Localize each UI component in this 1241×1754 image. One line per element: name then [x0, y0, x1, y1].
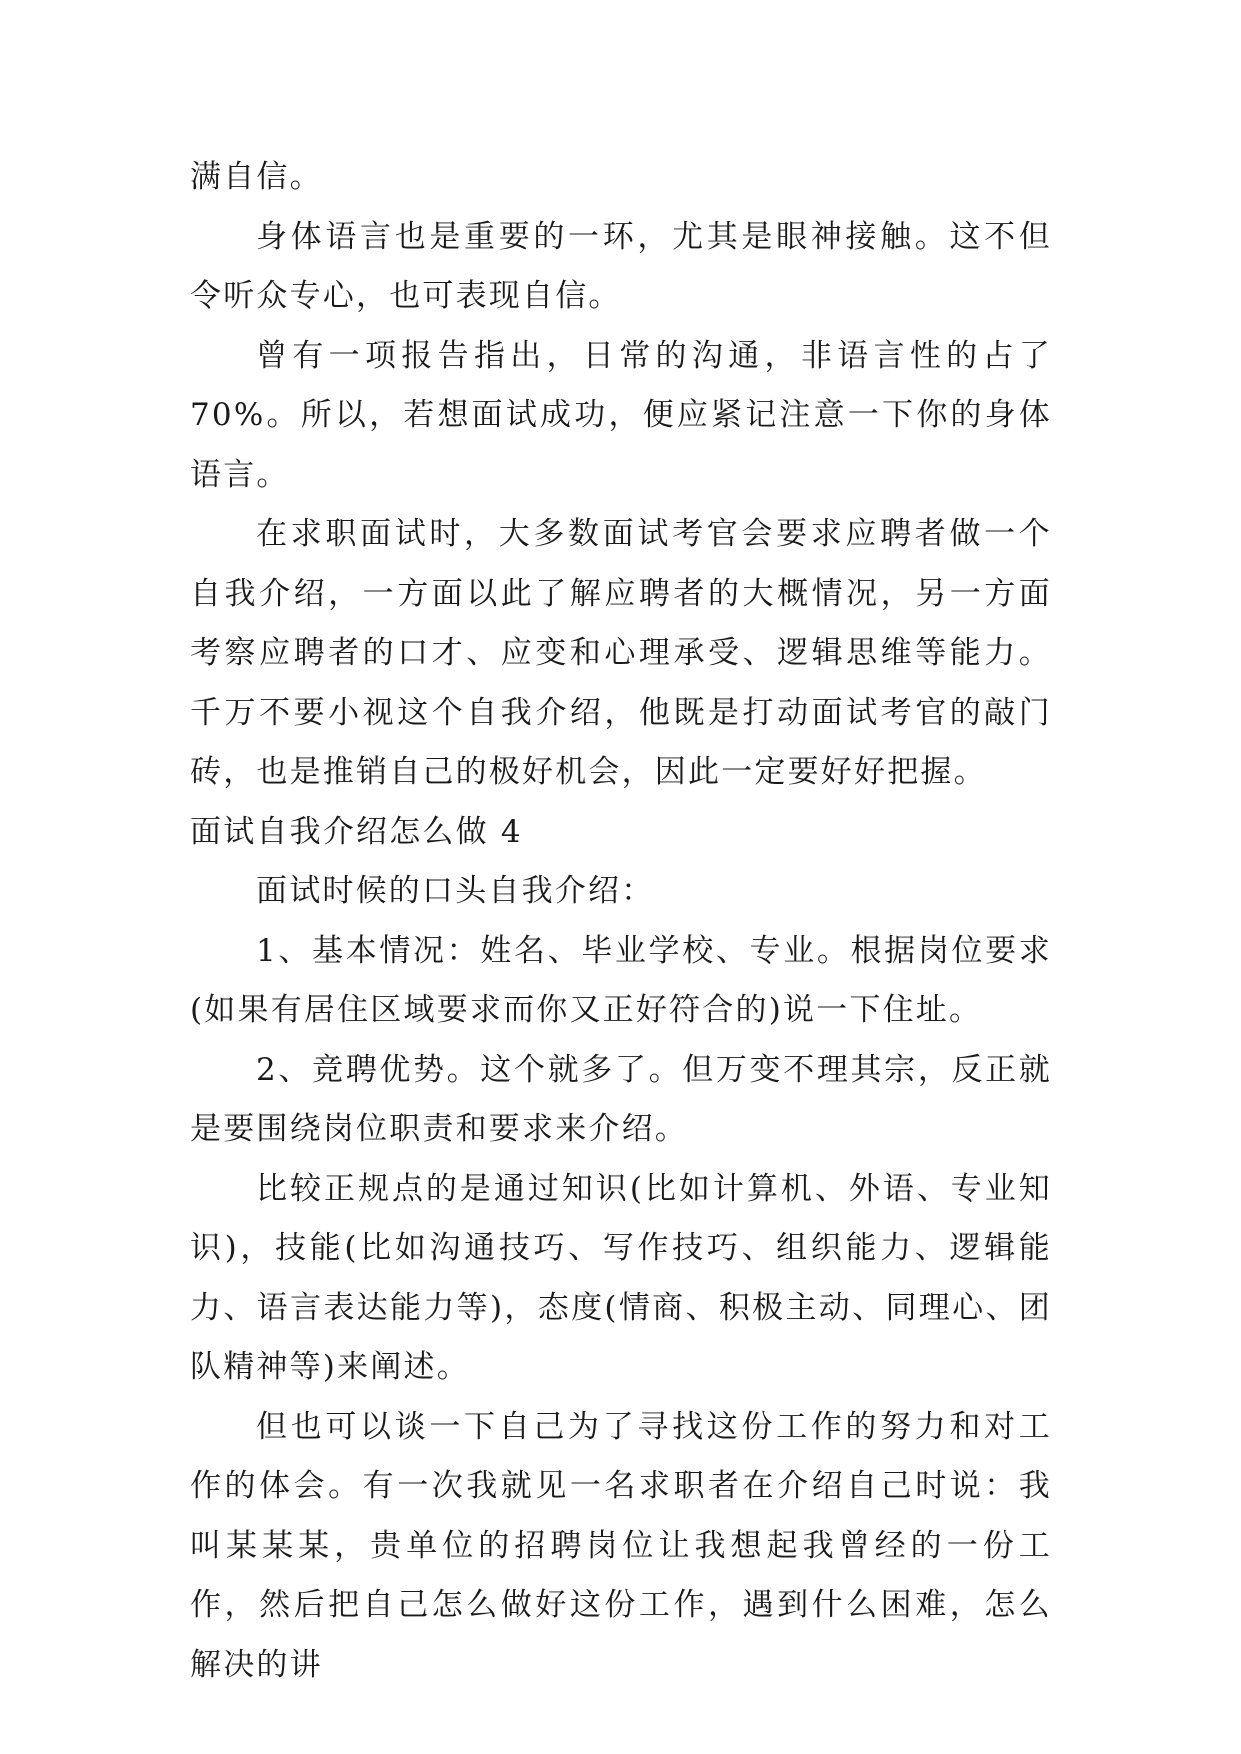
- list-item-basic-info: 1、基本情况：姓名、毕业学校、专业。根据岗位要求(如果有居住区域要求而你又正好符合的)说一下住址。: [190, 932, 1052, 1028]
- paragraph-continuation: 满自信。: [190, 159, 323, 195]
- document-body: [190, 148, 1052, 1695]
- list-item-advantages: 2、竞聘优势。这个就多了。但万变不理其宗，反正就是要围绕岗位职责和要求来介绍。: [190, 1051, 1052, 1147]
- paragraph-knowledge-skills: 比较正规点的是通过知识(比如计算机、外语、专业知识)，技能(比如沟通技巧、写作技巧、组织能力、逻辑能力、语言表达能力等)，态度(情商、积极主动、同理心、团队精神等)来阐述。: [190, 1170, 1052, 1385]
- paragraph-interview-intro: 在求职面试时，大多数面试考官会要求应聘者做一个自我介绍，一方面以此了解应聘者的大概情况，另一方面考察应聘者的口才、应变和心理承受、逻辑思维等能力。千万不要小视这个自我介绍，他既是打动面试考官的敲门砖，也是推销自己的极好机会，因此一定要好好把握。: [190, 516, 1052, 790]
- paragraph-job-experience: 但也可以谈一下自己为了寻找这份工作的努力和对工作的体会。有一次我就见一名求职者在介绍自己时说：我叫某某某，贵单位的招聘岗位让我想起我曾经的一份工作，然后把自己怎么做好这份工作，遇到什么困难，怎么解决的讲: [190, 1408, 1052, 1683]
- paragraph-nonverbal-report: 曾有一项报告指出，日常的沟通，非语言性的占了 70%。所以，若想面试成功，便应紧记注意一下你的身体语言。: [190, 337, 1052, 493]
- section-heading: 面试自我介绍怎么做 4: [190, 813, 523, 850]
- paragraph-oral-intro: 面试时候的口头自我介绍：: [256, 873, 655, 909]
- paragraph-body-language: 身体语言也是重要的一环，尤其是眼神接触。这不但令听众专心，也可表现自信。: [190, 218, 1052, 314]
